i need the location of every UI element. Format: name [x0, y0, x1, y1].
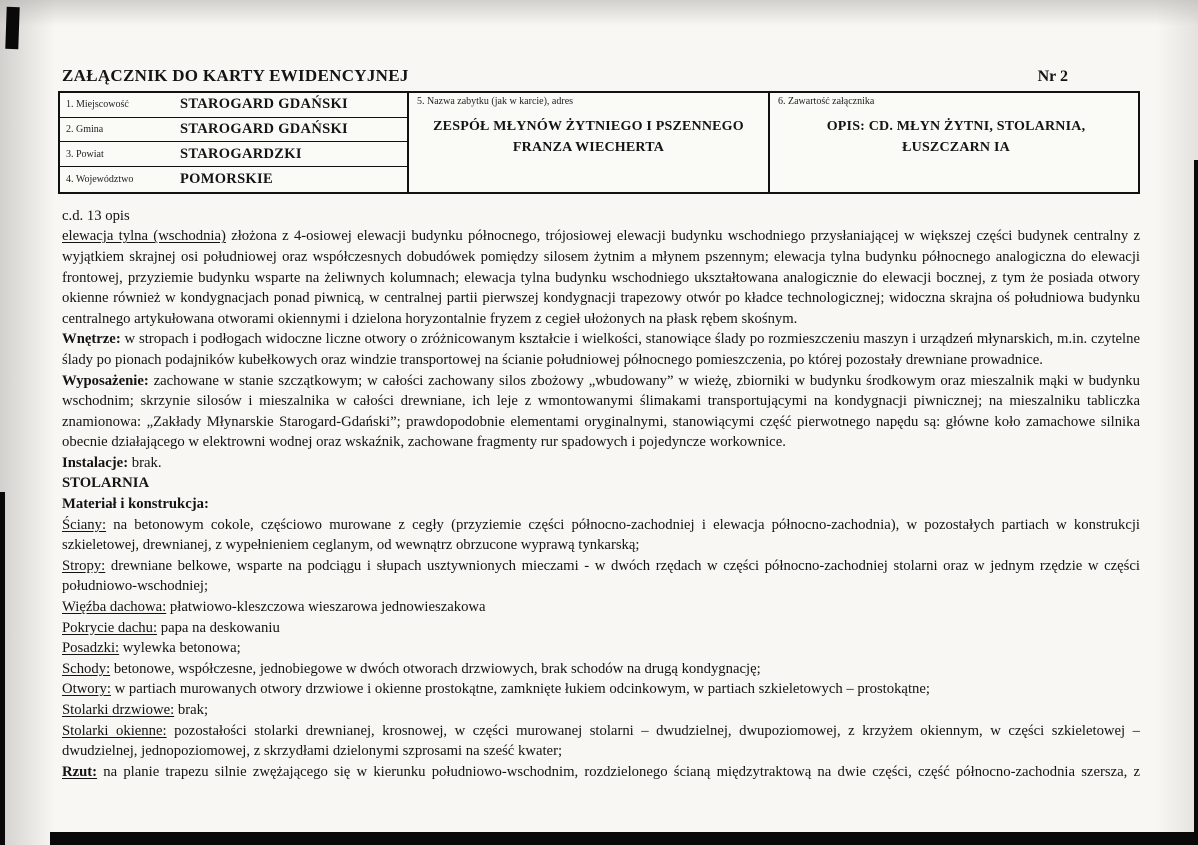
continuation-note-text: c.d. 13 opis: [62, 207, 130, 224]
field-value: STAROGARD GDAŃSKI: [180, 96, 348, 113]
para-text: na planie trapezu silnie zwężającego się w kierunku południowo-wschodnim, rozdzielonego ścianą międzytraktową na dwie części, część północno-zachodnia szersza, z: [97, 763, 1140, 780]
scan-artifact-bottom-edge: [50, 832, 1198, 845]
term-pokrycie-dachu: Pokrycie dachu:: [62, 619, 158, 636]
term-wiezba-dachowa: Więźba dachowa:: [62, 599, 167, 616]
para-text: w stropach i podłogach widoczne liczne otwory o zróżnicowanym kształcie i wielkości, stanowiące ślady po rozmieszczeniu maszyn i urządzeń młynarskich, m.in. czytelne ślady po pionach podajników kubełkowych oraz windzie transportowej na ścianie południowej północnego pomieszczenia, po której pozostały drewniane prowadnice.: [62, 331, 1140, 368]
para-schody: [62, 659, 1140, 680]
para-text: wylewka betonowa;: [119, 640, 241, 657]
field-label: 4. Województwo: [66, 173, 134, 185]
para-wiezba: [62, 597, 1140, 618]
para-text: w partiach murowanych otwory drzwiowe i okienne prostokątne, zamknięte łukiem odcinkowym, w partiach szkieletowych – prostokątne;: [110, 681, 930, 698]
para-text: zachowane w stanie szczątkowym; w całości zachowany silos zbożowy „wbudowany” w wieżę, zbiorniki w budynku środkowym oraz mieszalnik mąki w budynku wschodnim; skrzynie silosów i mieszalnika w całości drewniane, ich leje z wmontowanymi ślimakami transportującymi na kondygnacji piwnicznej; na mieszalniku tabliczka znamionowa: „Zakłady Młynarskie Starogard-Gdański”; prawdopodobnie elementami oryginalnymi, stanowiącymi część pierwotnego napędu są: główne koło zamachowe silnika obecnie działającego w elektrowni wodnej oraz wskaźnik, zachowane fragmenty rur spadowych i pojedyncze workownice.: [62, 372, 1140, 451]
metadata-table: [58, 91, 1140, 194]
para-sciany: [62, 515, 1140, 556]
para-posadzki: [62, 638, 1140, 659]
term-otwory: Otwory:: [62, 681, 111, 698]
field-powiat: [60, 142, 407, 167]
location-fields: [60, 93, 409, 192]
field-gmina: [60, 118, 407, 143]
field-label: 2. Gmina: [66, 124, 104, 136]
monument-name: [417, 116, 760, 158]
monument-name-cell: [409, 93, 770, 192]
para-pokrycie-dachu: [62, 618, 1140, 639]
field-label: 1. Miejscowość: [66, 99, 129, 111]
para-rzut: [62, 762, 1140, 783]
description-text: [58, 206, 1140, 783]
field-wojewodztwo: [60, 167, 407, 192]
document-title: ZAŁĄCZNIK DO KARTY EWIDENCYJNEJ: [62, 66, 409, 85]
term-rzut: Rzut:: [62, 763, 98, 780]
para-text: brak.: [128, 454, 162, 471]
para-elewacja-tylna: [62, 226, 1140, 329]
para-wnetrze: [62, 329, 1140, 370]
para-otwory: [62, 679, 1140, 700]
field-value: STAROGARDZKI: [180, 145, 302, 162]
document-header: [58, 66, 1140, 91]
para-stolarki-drzwiowe: [62, 700, 1140, 721]
attachment-contents-line2: ŁUSZCZARN IA: [902, 140, 1010, 155]
para-text: papa na deskowaniu: [157, 619, 280, 636]
scan-artifact-corner: [5, 7, 19, 49]
para-text: drewniane belkowe, wsparte na podciągu i słupach usztywnionych mieczami - w dwóch rzędach w części północno-zachodniej stolarni oraz w jednym rzędzie w części południowo-wschodniej;: [62, 557, 1140, 595]
para-text: płatwiowo-kleszczowa wieszarowa jednowieszakowa: [166, 599, 486, 616]
term-stolarki-okienne: Stolarki okienne:: [62, 722, 167, 739]
scan-artifact-left-edge: [0, 492, 5, 845]
scan-artifact-right-edge: [1194, 160, 1198, 845]
para-instalacje: [62, 453, 1140, 474]
field-miejscowosc: [60, 93, 407, 118]
field-label: 5. Nazwa zabytku (jak w karcie), adres: [417, 96, 574, 107]
field-value: POMORSKIE: [180, 170, 273, 187]
attachment-contents-line1: OPIS: CD. MŁYN ŻYTNI, STOLARNIA,: [826, 119, 1086, 134]
section-heading-material: [62, 494, 1140, 515]
monument-name-line1: ZESPÓŁ MŁYNÓW ŻYTNIEGO I PSZENNEGO: [433, 119, 744, 134]
term-stolarki-drzwiowe: Stolarki drzwiowe:: [62, 702, 175, 718]
term-sciany: Ściany:: [62, 516, 107, 533]
term-elewacja-tylna: elewacja tylna (wschodnia): [62, 228, 226, 245]
continuation-note: [62, 206, 1140, 227]
attachment-number: Nr 2: [1037, 68, 1068, 85]
field-label: 6. Zawartość załącznika: [778, 96, 875, 107]
para-stropy: [62, 556, 1140, 597]
term-instalacje: Instalacje:: [62, 454, 129, 471]
term-wnetrze: Wnętrze:: [62, 331, 121, 348]
term-schody: Schody:: [62, 660, 111, 677]
para-text: pozostałości stolarki drewnianej, krosnowej, w części murowanej stolarni – dwudzielnej, dwupoziomowej, z krzyżem okiennym, w części szkieletowej – dwudzielnej, jednopoziomowej, z skrzydłami dzielonymi szprosami na sześć kwater;: [62, 722, 1140, 760]
field-label: 3. Powiat: [66, 148, 104, 160]
attachment-contents: [778, 116, 1134, 158]
heading-text: STOLARNIA: [62, 475, 150, 492]
heading-text: Materiał i konstrukcja:: [62, 496, 209, 513]
para-text: złożona z 4-osiowej elewacji budynku północnego, trójosiowej elewacji budynku wschodniego przysłaniającej w większej części budynek centralny z wyjątkiem skrajnej osi południowej oraz współczesnych dobudówek pomiędzy silosem żytnim a młynem pszennym; elewacja tylna budynku północnego analogiczna do elewacji frontowej, przyziemie budynku wsparte na żeliwnych kolumnach; elewacja tylna budynku wschodniego ukształtowana analogicznie do elewacji bocznej, z tym że posiada otwory okienne również w kondygnacjach ponad piwnicą, w centralnej partii pierwszej kondygnacji trapezowy otwór po kładce technologicznej; widoczna skrajna oś południowa budynku centralnego artykułowana otworami okiennymi i dzielona horyzontalnie fryzem z cegieł ułożonych na płask rębem skośnym.: [62, 228, 1140, 327]
section-heading-stolarnia: [62, 473, 1140, 494]
para-text: brak;: [174, 702, 209, 718]
para-wyposazenie: [62, 371, 1140, 453]
term-wyposazenie: Wyposażenie:: [62, 372, 149, 389]
attachment-contents-cell: [770, 93, 1142, 192]
page-content: [58, 66, 1140, 782]
para-text: betonowe, współczesne, jednobiegowe w dwóch otworach drzwiowych, brak schodów na drugą kondygnację;: [110, 660, 761, 677]
field-value: STAROGARD GDAŃSKI: [180, 121, 348, 138]
monument-name-line2: FRANZA WIECHERTA: [512, 140, 665, 155]
para-text: na betonowym cokole, częściowo murowane z cegły (przyziemie części północno-zachodniej i elewacja północno-zachodnia), w pozostałych partiach w konstrukcji szkieletowej, drewnianej, z wypełnieniem ceglanym, od wewnątrz obrzucone wyprawą tynkarską;: [62, 516, 1140, 554]
para-stolarki-okienne: [62, 721, 1140, 762]
term-posadzki: Posadzki:: [62, 640, 120, 657]
term-stropy: Stropy:: [62, 557, 106, 574]
